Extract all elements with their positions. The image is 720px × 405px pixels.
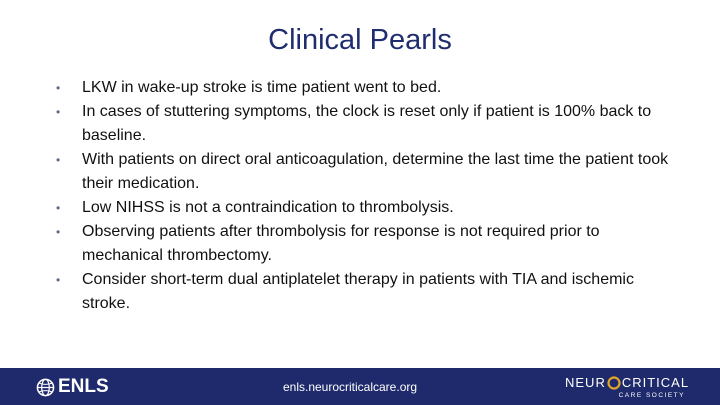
bullet-icon: • bbox=[56, 273, 61, 287]
ring-icon bbox=[607, 376, 621, 390]
list-item bbox=[52, 76, 682, 100]
bullet-text: Observing patients after thrombolysis for response is not required prior to mechanical thrombectomy. bbox=[82, 223, 600, 264]
bullet-icon: • bbox=[56, 225, 61, 239]
list-item bbox=[52, 220, 682, 268]
footer-url: enls.neurocriticalcare.org bbox=[282, 380, 418, 394]
bullet-text: LKW in wake-up stroke is time patient went to bed. bbox=[82, 79, 442, 96]
bullet-list bbox=[52, 76, 682, 316]
ncs-logo bbox=[565, 374, 695, 402]
list-item bbox=[52, 148, 682, 196]
list-item bbox=[52, 196, 682, 220]
bullet-text: Low NIHSS is not a contraindication to thrombolysis. bbox=[82, 199, 454, 216]
enls-logo-text: ENLS bbox=[58, 376, 109, 397]
bullet-icon: • bbox=[56, 105, 61, 119]
ncs-logo-left: NEUR bbox=[565, 375, 606, 390]
bullet-icon: • bbox=[56, 201, 61, 215]
bullet-text: With patients on direct oral anticoagulation, determine the last time the patient took their medication. bbox=[82, 151, 669, 192]
footer-bar bbox=[0, 368, 720, 405]
bullet-icon: • bbox=[56, 81, 61, 95]
slide-title: Clinical Pearls bbox=[268, 24, 452, 56]
bullet-text: In cases of stuttering symptoms, the clock is reset only if patient is 100% back to baseline. bbox=[82, 103, 652, 144]
list-item bbox=[52, 268, 682, 316]
list-item bbox=[52, 100, 682, 148]
bullet-icon: • bbox=[56, 153, 61, 167]
ncs-logo-sub: CARE SOCIETY bbox=[618, 392, 685, 399]
bullet-text: Consider short-term dual antiplatelet therapy in patients with TIA and ischemic stroke. bbox=[82, 271, 634, 312]
ncs-logo-right: CRITICAL bbox=[621, 375, 690, 390]
